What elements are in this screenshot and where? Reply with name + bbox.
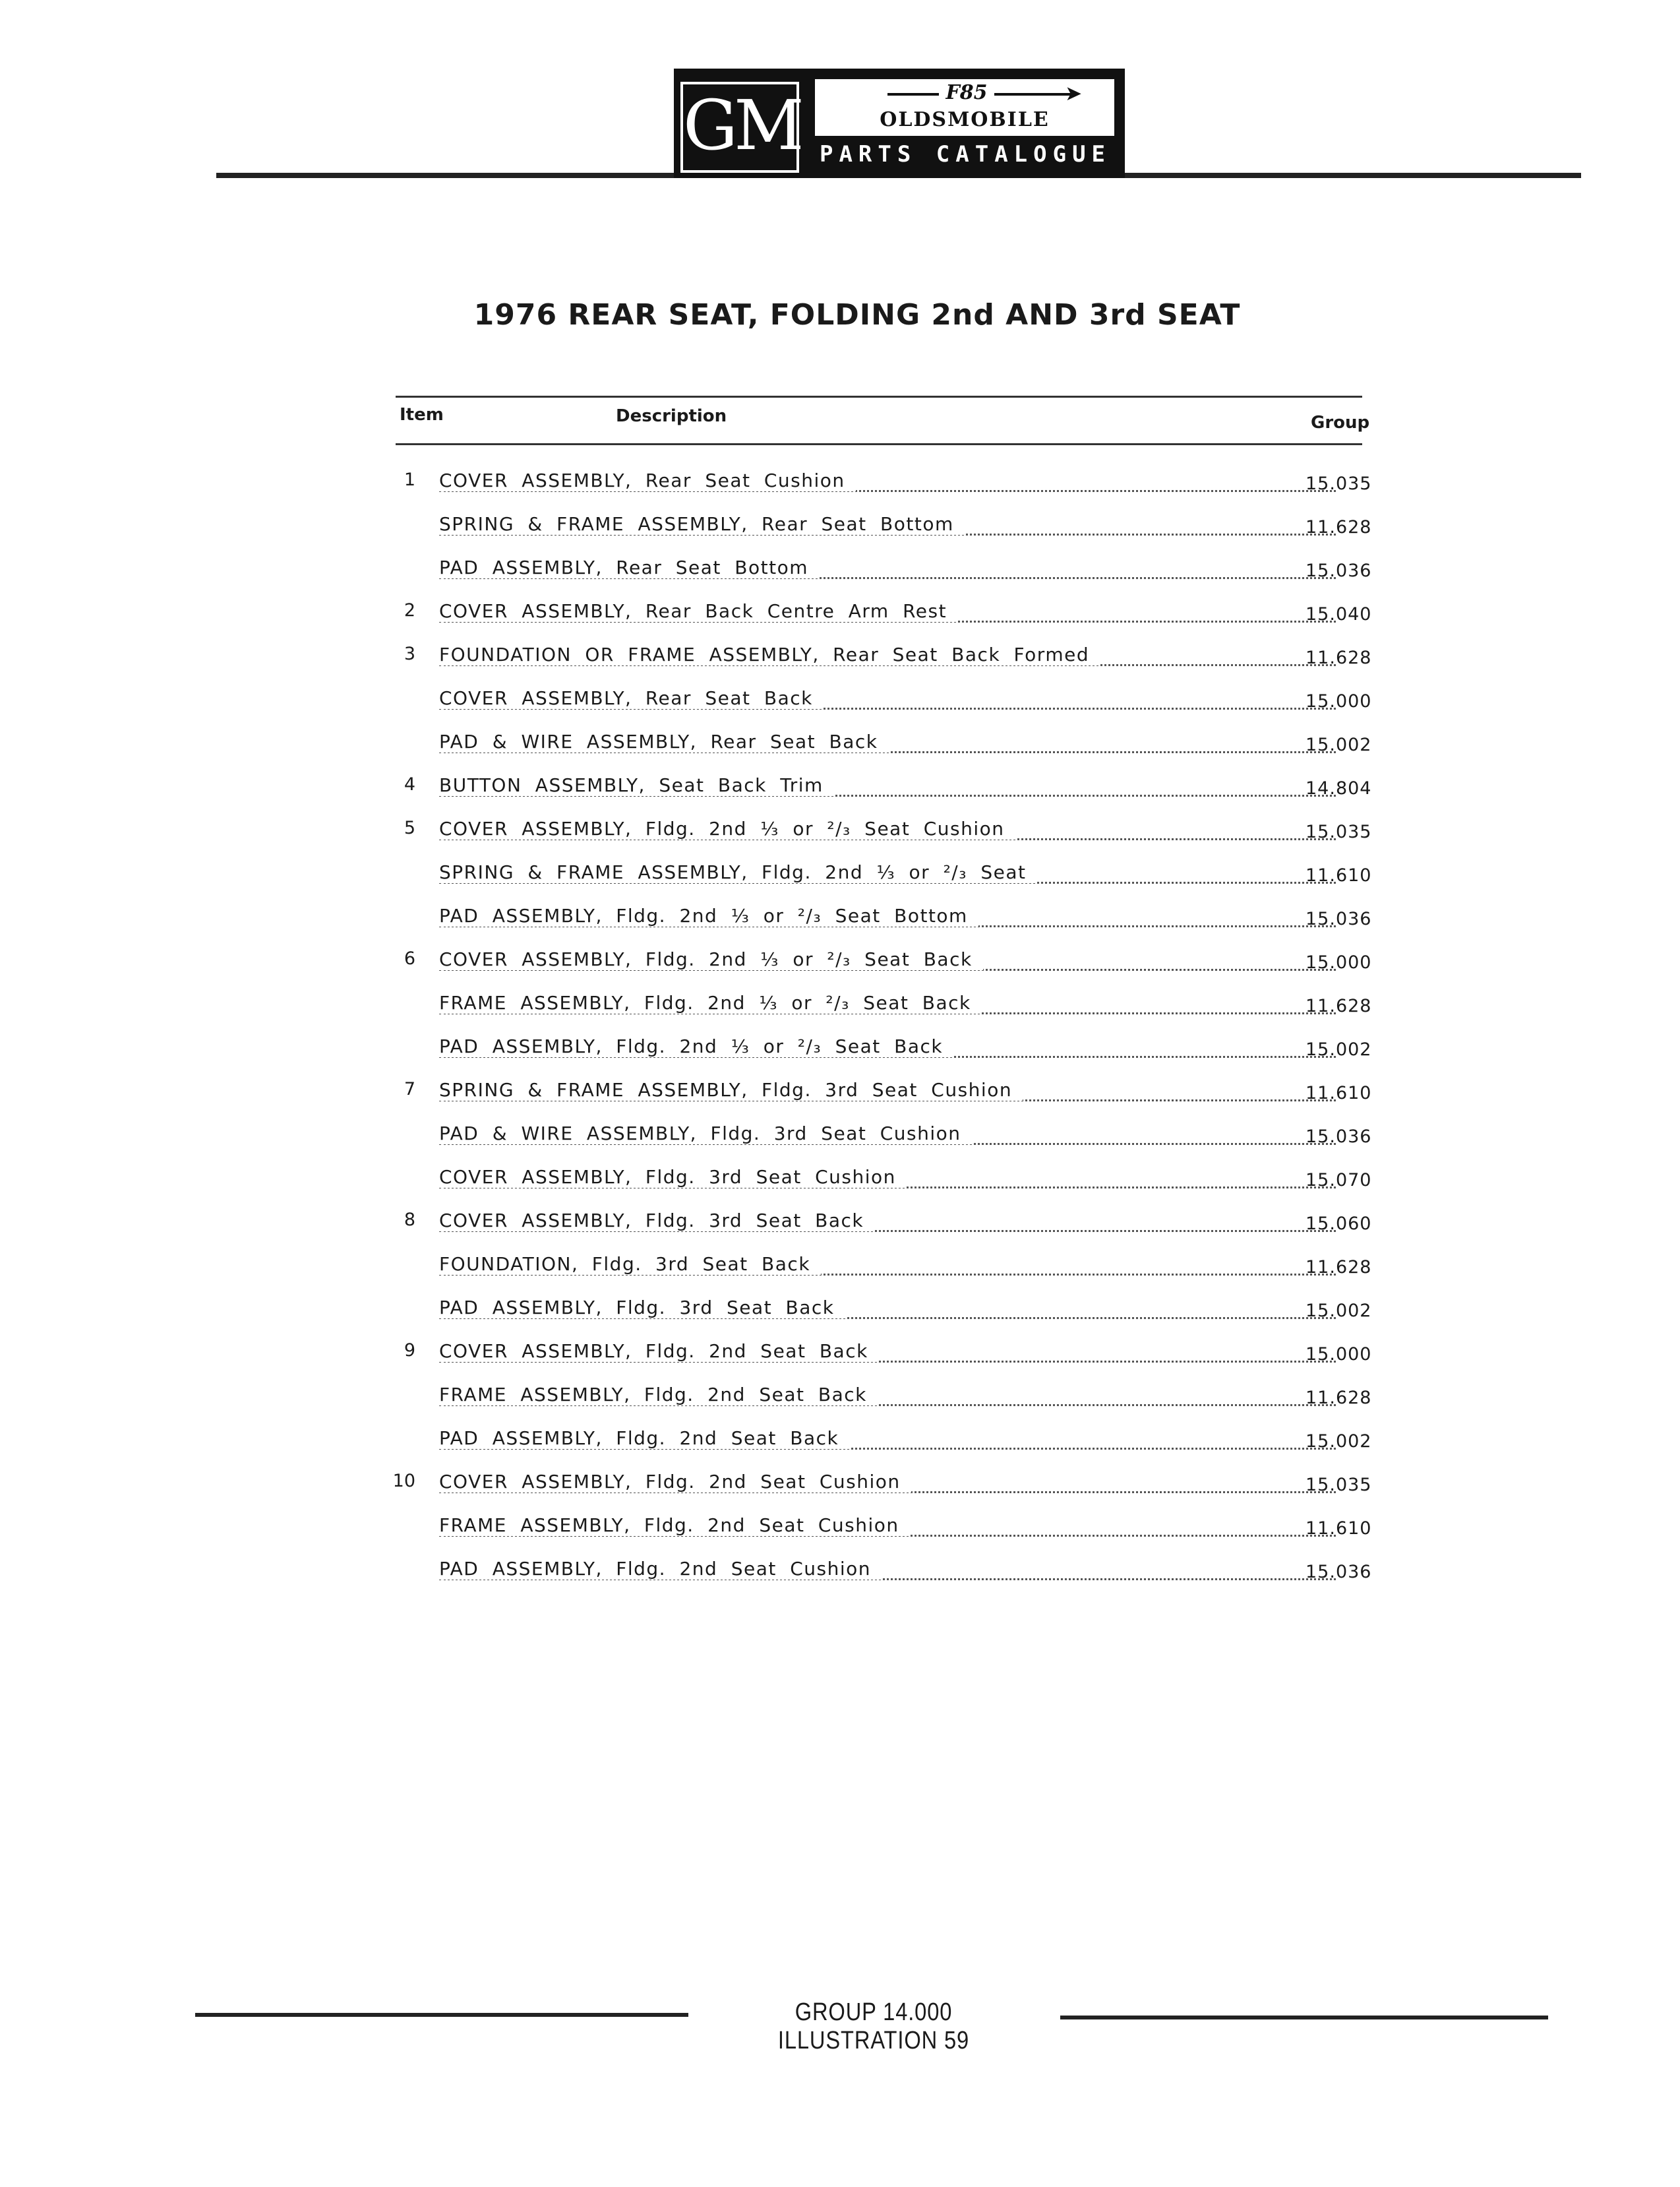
part-description-cell: [439, 1253, 1336, 1279]
group-number: 15.035: [1305, 474, 1372, 494]
table-row: [382, 1506, 1371, 1550]
part-description: COVER ASSEMBLY, Fldg. 2nd ⅓ or ²/₃ Seat Back: [439, 948, 983, 970]
table-row: [382, 1071, 1371, 1115]
part-description-cell: [439, 644, 1336, 670]
part-description: COVER ASSEMBLY, Fldg. 3rd Seat Cushion: [439, 1166, 907, 1188]
group-number: 15.002: [1305, 1039, 1372, 1060]
part-description: COVER ASSEMBLY, Fldg. 2nd Seat Back: [439, 1340, 879, 1362]
logo-gm-mark: GM: [680, 82, 799, 173]
table-row: [382, 810, 1371, 853]
item-number: 3: [404, 644, 415, 664]
item-number: 7: [404, 1079, 415, 1099]
group-number: 11.628: [1305, 996, 1372, 1016]
part-description: PAD ASSEMBLY, Fldg. 2nd Seat Cushion: [439, 1558, 882, 1580]
part-description-cell: [439, 557, 1336, 583]
part-description-cell: [439, 1079, 1336, 1105]
part-description-cell: [439, 1558, 1336, 1584]
group-number: 15.036: [1305, 1562, 1372, 1582]
table-row: [382, 1289, 1371, 1332]
part-description: PAD ASSEMBLY, Fldg. 2nd ⅓ or ²/₃ Seat Back: [439, 1035, 953, 1057]
table-row: [382, 940, 1371, 984]
part-description: FRAME ASSEMBLY, Fldg. 2nd Seat Back: [439, 1384, 878, 1405]
part-description: FRAME ASSEMBLY, Fldg. 2nd ⅓ or ²/₃ Seat Back: [439, 992, 982, 1014]
item-number: 1: [404, 470, 415, 490]
table-row: [382, 592, 1371, 636]
arrow-head-icon: ➤: [1065, 82, 1081, 104]
table-row: [382, 1376, 1371, 1419]
group-number: 15.036: [1305, 909, 1372, 929]
item-number: 2: [404, 600, 415, 621]
part-description: PAD ASSEMBLY, Rear Seat Bottom: [439, 557, 819, 578]
group-number: 15.002: [1305, 1301, 1372, 1321]
table-row: [382, 1028, 1371, 1071]
group-number: 11.628: [1305, 648, 1372, 668]
group-number: 14.804: [1305, 778, 1372, 799]
part-description: COVER ASSEMBLY, Rear Seat Cushion: [439, 470, 856, 491]
table-row: [382, 679, 1371, 723]
logo-catalogue: PARTS CATALOGUE: [819, 141, 1112, 168]
table-row: [382, 1158, 1371, 1202]
part-description-cell: [439, 687, 1336, 714]
table-row: [382, 766, 1371, 810]
group-number: 15.002: [1305, 1431, 1372, 1452]
logo-card: [815, 79, 1114, 136]
table-row: [382, 853, 1371, 897]
table-row: [382, 1419, 1371, 1463]
column-header-description: Description: [616, 406, 727, 426]
part-description: SPRING & FRAME ASSEMBLY, Fldg. 3rd Seat Cushion: [439, 1079, 1023, 1101]
part-description-cell: [439, 1166, 1336, 1192]
table-row: [382, 723, 1371, 766]
part-description: PAD ASSEMBLY, Fldg. 3rd Seat Back: [439, 1297, 845, 1318]
item-number: 10: [392, 1471, 415, 1491]
footer-rule-right: [1060, 2016, 1548, 2019]
group-number: 15.000: [1305, 691, 1372, 712]
table-row: [382, 1550, 1371, 1593]
part-description: PAD ASSEMBLY, Fldg. 2nd Seat Back: [439, 1427, 849, 1449]
table-row: [382, 1115, 1371, 1158]
part-description-cell: [439, 992, 1336, 1018]
part-description-cell: [439, 1384, 1336, 1410]
table-row: [382, 505, 1371, 549]
part-description: PAD & WIRE ASSEMBLY, Fldg. 3rd Seat Cushion: [439, 1123, 972, 1144]
part-description: COVER ASSEMBLY, Fldg. 3rd Seat Back: [439, 1210, 874, 1231]
part-description-cell: [439, 905, 1336, 931]
column-header-group: Group: [1311, 413, 1370, 433]
group-number: 15.036: [1305, 561, 1372, 581]
table-row: [382, 549, 1371, 592]
logo-brand: OLDSMOBILE: [880, 108, 1050, 131]
item-number: 8: [404, 1210, 415, 1230]
table-row: [382, 1202, 1371, 1245]
item-number: 4: [404, 774, 415, 795]
group-number: 15.035: [1305, 1475, 1372, 1495]
part-description: FOUNDATION OR FRAME ASSEMBLY, Rear Seat Back Formed: [439, 644, 1100, 665]
group-number: 11.610: [1305, 1083, 1372, 1103]
part-description: PAD ASSEMBLY, Fldg. 2nd ⅓ or ²/₃ Seat Bottom: [439, 905, 978, 927]
part-description-cell: [439, 774, 1336, 801]
table-row: [382, 984, 1371, 1028]
gm-oldsmobile-logo: [674, 69, 1125, 178]
group-number: 15.035: [1305, 822, 1372, 842]
part-description: FOUNDATION, Fldg. 3rd Seat Back: [439, 1253, 821, 1275]
table-row: [382, 1463, 1371, 1506]
part-description: FRAME ASSEMBLY, Fldg. 2nd Seat Cushion: [439, 1514, 910, 1536]
footer-rule-left: [195, 2013, 688, 2017]
page-title: 1976 REAR SEAT, FOLDING 2nd AND 3rd SEAT: [473, 298, 1241, 332]
group-number: 15.060: [1305, 1214, 1372, 1234]
part-description-cell: [439, 731, 1336, 757]
part-description-cell: [439, 1210, 1336, 1236]
part-description-cell: [439, 818, 1336, 844]
logo-f85-arrow: [841, 82, 1092, 104]
part-description-cell: [439, 470, 1336, 496]
part-description: COVER ASSEMBLY, Fldg. 2nd Seat Cushion: [439, 1471, 911, 1493]
part-description-cell: [439, 600, 1336, 627]
group-number: 15.070: [1305, 1170, 1372, 1190]
table-row: [382, 462, 1371, 505]
part-description-cell: [439, 1514, 1336, 1541]
parts-table: [382, 462, 1371, 1593]
part-description: PAD & WIRE ASSEMBLY, Rear Seat Back: [439, 731, 889, 753]
part-description-cell: [439, 513, 1336, 539]
part-description: BUTTON ASSEMBLY, Seat Back Trim: [439, 774, 834, 796]
part-description: SPRING & FRAME ASSEMBLY, Rear Seat Bottom: [439, 513, 965, 535]
part-description: COVER ASSEMBLY, Rear Seat Back: [439, 687, 824, 709]
group-number: 15.040: [1305, 604, 1372, 625]
page-footer: GROUP 14.000 ILLUSTRATION 59: [777, 1998, 970, 2054]
table-row: [382, 1332, 1371, 1376]
part-description: COVER ASSEMBLY, Rear Back Centre Arm Rest: [439, 600, 957, 622]
part-description-cell: [439, 1035, 1336, 1062]
group-number: 15.002: [1305, 735, 1372, 755]
group-number: 15.000: [1305, 1344, 1372, 1365]
part-description-cell: [439, 861, 1336, 888]
part-description: SPRING & FRAME ASSEMBLY, Fldg. 2nd ⅓ or ²/₃ Seat: [439, 861, 1037, 883]
group-number: 15.000: [1305, 952, 1372, 973]
item-number: 6: [404, 948, 415, 969]
group-number: 11.628: [1305, 1257, 1372, 1278]
part-description-cell: [439, 1297, 1336, 1323]
table-row: [382, 636, 1371, 679]
part-description-cell: [439, 948, 1336, 975]
part-description-cell: [439, 1427, 1336, 1454]
part-description-cell: [439, 1471, 1336, 1497]
item-number: 5: [404, 818, 415, 838]
column-header-item: Item: [400, 405, 444, 425]
group-number: 11.628: [1305, 1388, 1372, 1408]
table-header-rule: [396, 443, 1362, 445]
part-description-cell: [439, 1340, 1336, 1367]
table-row: [382, 897, 1371, 940]
part-description: COVER ASSEMBLY, Fldg. 2nd ⅓ or ²/₃ Seat Cushion: [439, 818, 1015, 840]
group-number: 11.610: [1305, 865, 1372, 886]
logo-f85-text: F85: [939, 81, 994, 104]
group-number: 11.628: [1305, 517, 1372, 538]
table-top-rule: [396, 396, 1362, 398]
group-number: 15.036: [1305, 1126, 1372, 1147]
group-number: 11.610: [1305, 1518, 1372, 1539]
table-row: [382, 1245, 1371, 1289]
item-number: 9: [404, 1340, 415, 1361]
part-description-cell: [439, 1123, 1336, 1149]
